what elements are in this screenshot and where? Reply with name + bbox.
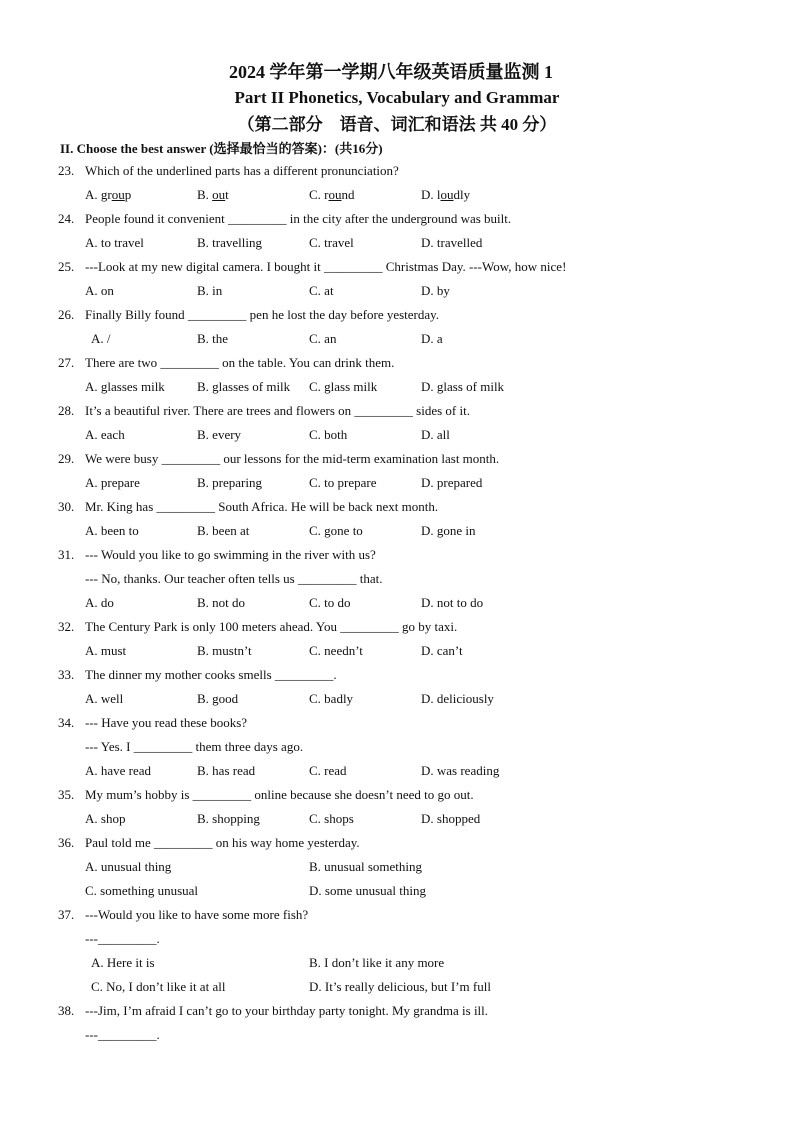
question-number: 31. <box>58 547 75 562</box>
option-d[interactable]: D. was reading <box>421 763 500 778</box>
options-row <box>0 331 794 351</box>
question-stem: It’s a beautiful river. There are trees and flowers on _________ sides of it. <box>85 403 470 418</box>
options-row <box>0 883 794 903</box>
option-a[interactable]: A. glasses milk <box>85 379 165 394</box>
option-b[interactable]: B. every <box>197 427 242 442</box>
option-b[interactable]: B. preparing <box>197 475 262 490</box>
question-25 <box>0 259 794 279</box>
question-stem: --- Have you read these books? <box>85 715 248 730</box>
question-stem-2: ---_________. <box>85 931 160 946</box>
question-number: 28. <box>58 403 75 418</box>
option-a[interactable]: A. / <box>91 331 111 346</box>
option-c[interactable]: C. No, I don’t like it at all <box>91 979 226 994</box>
question-26 <box>0 307 794 327</box>
question-number: 32. <box>58 619 75 634</box>
option-c[interactable]: C. to prepare <box>309 475 377 490</box>
question-number: 35. <box>58 787 75 802</box>
question-33 <box>0 667 794 687</box>
option-a[interactable]: A. prepare <box>85 475 140 490</box>
option-d[interactable]: D. deliciously <box>421 691 494 706</box>
question-stem-line-2 <box>0 571 794 591</box>
question-27 <box>0 355 794 375</box>
question-number: 26. <box>58 307 75 322</box>
option-a[interactable]: A. have read <box>85 763 152 778</box>
question-stem: Finally Billy found _________ pen he lost the day before yesterday. <box>85 307 440 322</box>
option-c[interactable]: C. needn’t <box>309 643 363 658</box>
options-row <box>0 859 794 879</box>
option-d[interactable]: D. gone in <box>421 523 476 538</box>
question-number: 36. <box>58 835 75 850</box>
question-stem: The dinner my mother cooks smells _________. <box>85 667 337 682</box>
options-row <box>0 379 794 399</box>
options-row <box>0 763 794 783</box>
option-b[interactable]: B. I don’t like it any more <box>309 955 445 970</box>
option-b[interactable]: B. unusual something <box>309 859 423 874</box>
option-a[interactable]: A. unusual thing <box>85 859 172 874</box>
option-c[interactable]: C. read <box>309 763 347 778</box>
options-row <box>0 523 794 543</box>
question-stem: Paul told me _________ on his way home yesterday. <box>85 835 360 850</box>
option-b[interactable]: B. not do <box>197 595 246 610</box>
question-number: 24. <box>58 211 75 226</box>
option-b[interactable]: B. glasses of milk <box>197 379 291 394</box>
part-title: Part II Phonetics, Vocabulary and Grammar <box>234 88 560 107</box>
option-d[interactable]: D. a <box>421 331 443 346</box>
question-number: 33. <box>58 667 75 682</box>
option-c[interactable]: C. something unusual <box>85 883 199 898</box>
option-c[interactable]: C. gone to <box>309 523 363 538</box>
question-24 <box>0 211 794 231</box>
options-row <box>0 283 794 303</box>
question-stem: There are two _________ on the table. You can drink them. <box>85 355 395 370</box>
question-35 <box>0 787 794 807</box>
question-stem-2: --- No, thanks. Our teacher often tells us _________ that. <box>85 571 383 586</box>
question-32 <box>0 619 794 639</box>
option-b[interactable]: B. in <box>197 283 223 298</box>
question-number: 23. <box>58 163 75 178</box>
options-row <box>0 643 794 663</box>
question-stem-2: --- Yes. I _________ them three days ago. <box>85 739 304 754</box>
option-a[interactable]: A. do <box>85 595 114 610</box>
question-stem: Mr. King has _________ South Africa. He will be back next month. <box>85 499 439 514</box>
option-d[interactable]: D. glass of milk <box>421 379 505 394</box>
option-c[interactable]: C. travel <box>309 235 354 250</box>
options-row <box>0 979 794 999</box>
option-c[interactable]: C. both <box>309 427 348 442</box>
option-b[interactable]: B. has read <box>197 763 256 778</box>
question-stem: ---Look at my new digital camera. I bought it _________ Christmas Day. ---Wow, how nice! <box>85 259 567 274</box>
question-31 <box>0 547 794 567</box>
option-c[interactable]: C. glass milk <box>309 379 378 394</box>
question-23 <box>0 163 794 183</box>
option-a[interactable]: A. well <box>85 691 124 706</box>
option-d[interactable]: D. travelled <box>421 235 483 250</box>
question-number: 38. <box>58 1003 75 1018</box>
options-row <box>0 427 794 447</box>
option-d[interactable]: D. loudly <box>421 187 471 202</box>
question-number: 27. <box>58 355 75 370</box>
question-stem: My mum’s hobby is _________ online because she doesn’t need to go out. <box>85 787 474 802</box>
options-row <box>0 595 794 615</box>
option-b[interactable]: B. travelling <box>197 235 262 250</box>
options-row <box>0 955 794 975</box>
option-c[interactable]: C. to do <box>309 595 351 610</box>
options-row <box>0 475 794 495</box>
option-d[interactable]: D. prepared <box>421 475 483 490</box>
section-heading: II. Choose the best answer (选择最恰当的答案)：(共16分) <box>60 141 383 156</box>
question-number: 29. <box>58 451 75 466</box>
question-number: 34. <box>58 715 75 730</box>
option-d[interactable]: D. shopped <box>421 811 481 826</box>
option-a[interactable]: A. to travel <box>85 235 144 250</box>
option-c[interactable]: C. shops <box>309 811 354 826</box>
option-c[interactable]: C. badly <box>309 691 354 706</box>
question-stem-line-2 <box>0 931 794 951</box>
option-b[interactable]: B. shopping <box>197 811 260 826</box>
question-stem-2: ---_________. <box>85 1027 160 1042</box>
question-30 <box>0 499 794 519</box>
question-number: 25. <box>58 259 75 274</box>
question-stem-line-2 <box>0 739 794 759</box>
question-stem: ---Would you like to have some more fish? <box>85 907 309 922</box>
options-row <box>0 235 794 255</box>
option-c[interactable]: C. at <box>309 283 334 298</box>
question-stem: People found it convenient _________ in the city after the underground was built. <box>85 211 512 226</box>
option-d[interactable]: D. all <box>421 427 450 442</box>
option-a[interactable]: A. each <box>85 427 125 442</box>
option-a[interactable]: A. Here it is <box>91 955 155 970</box>
option-b[interactable]: B. good <box>197 691 239 706</box>
option-a[interactable]: A. must <box>85 643 127 658</box>
part-subtitle: （第二部分 语音、词汇和语法 共 40 分） <box>237 115 557 134</box>
question-37 <box>0 907 794 927</box>
question-stem: --- Would you like to go swimming in the river with us? <box>85 547 376 562</box>
option-a[interactable]: A. on <box>85 283 114 298</box>
option-c[interactable]: C. an <box>309 331 337 346</box>
question-stem: We were busy _________ our lessons for the mid-term examination last month. <box>85 451 500 466</box>
option-a[interactable]: A. group <box>85 187 132 202</box>
question-stem: Which of the underlined parts has a different pronunciation? <box>85 163 399 178</box>
option-d[interactable]: D. not to do <box>421 595 484 610</box>
option-a[interactable]: A. shop <box>85 811 126 826</box>
options-row <box>0 691 794 711</box>
options-row <box>0 187 794 207</box>
exam-title: 2024 学年第一学期八年级英语质量监测 1 <box>229 62 553 82</box>
question-number: 37. <box>58 907 75 922</box>
option-a[interactable]: A. been to <box>85 523 139 538</box>
question-36 <box>0 835 794 855</box>
question-29 <box>0 451 794 471</box>
question-stem: ---Jim, I’m afraid I can’t go to your birthday party tonight. My grandma is ill. <box>85 1003 489 1018</box>
option-b[interactable]: B. mustn’t <box>197 643 252 658</box>
option-d[interactable]: D. It’s really delicious, but I’m full <box>309 979 491 994</box>
option-d[interactable]: D. by <box>421 283 450 298</box>
question-number: 30. <box>58 499 75 514</box>
option-b[interactable]: B. out <box>197 187 229 202</box>
options-row <box>0 811 794 831</box>
question-34 <box>0 715 794 735</box>
option-c[interactable]: C. round <box>309 187 355 202</box>
question-28 <box>0 403 794 423</box>
option-b[interactable]: B. the <box>197 331 229 346</box>
option-d[interactable]: D. can’t <box>421 643 463 658</box>
question-stem: The Century Park is only 100 meters ahead. You _________ go by taxi. <box>85 619 458 634</box>
option-d[interactable]: D. some unusual thing <box>309 883 426 898</box>
question-38 <box>0 1003 794 1023</box>
option-b[interactable]: B. been at <box>197 523 250 538</box>
question-stem-line-2 <box>0 1027 794 1047</box>
